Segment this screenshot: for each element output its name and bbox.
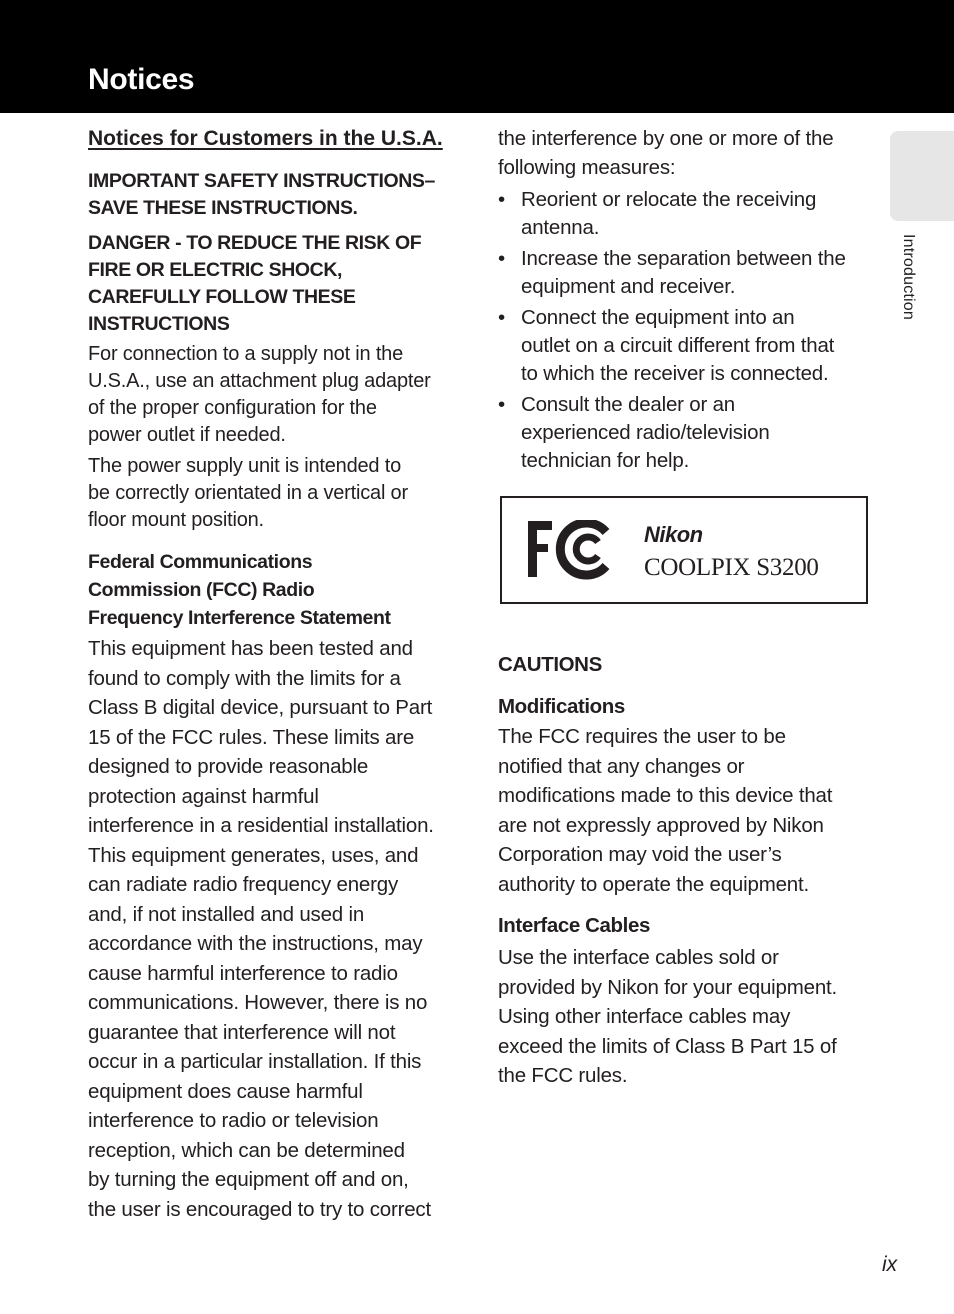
- fcc-heading-line: Frequency Interference Statement: [88, 607, 391, 629]
- para1-line: U.S.A., use an attachment plug adapter: [88, 370, 431, 392]
- model-name: COOLPIX S3200: [644, 554, 819, 581]
- fcc-body-line: cause harmful interference to radio: [88, 961, 398, 985]
- section-tab: [890, 131, 954, 221]
- fcc-body-line: can radiate radio frequency energy: [88, 873, 399, 896]
- cautions-section: [498, 650, 868, 1091]
- bullet-icon: •: [498, 393, 505, 416]
- fcc-body-line: equipment does cause harmful: [88, 1079, 363, 1103]
- fcc-body-line: interference in a residential installation.: [88, 814, 434, 837]
- page-title: Notices: [88, 63, 195, 96]
- modifications-line: authority to operate the equipment.: [498, 872, 809, 896]
- continued-line: the interference by one or more of the: [498, 127, 834, 150]
- para1-line: For connection to a supply not in the: [88, 343, 404, 365]
- list-item-line: Reorient or relocate the receiving: [521, 188, 817, 211]
- fcc-body-line: and, if not installed and used in: [88, 902, 365, 926]
- list-item: [498, 391, 868, 475]
- cautions-heading: CAUTIONS: [498, 653, 602, 676]
- fcc-body-line: This equipment generates, uses, and: [88, 843, 419, 867]
- cables-line: provided by Nikon for your equipment.: [498, 975, 838, 999]
- fcc-body-line: reception, which can be determined: [88, 1138, 405, 1162]
- modifications-line: notified that any changes or: [498, 754, 745, 778]
- list-item: [498, 245, 868, 301]
- fcc-body-line: Class B digital device, pursuant to Part: [88, 696, 433, 719]
- list-item: [498, 304, 868, 388]
- safety-instructions-2: SAVE THESE INSTRUCTIONS.: [88, 197, 358, 219]
- list-item-line: technician for help.: [521, 449, 690, 472]
- cables-line: Use the interface cables sold or: [498, 946, 779, 969]
- modifications-line: The FCC requires the user to be: [498, 725, 786, 748]
- list-item-line: outlet on a circuit different from that: [521, 334, 835, 357]
- bullet-icon: •: [498, 306, 505, 329]
- section-label: [893, 234, 923, 354]
- cables-line: exceed the limits of Class B Part 15 of: [498, 1034, 837, 1058]
- para1-line: of the proper configuration for the: [88, 397, 377, 419]
- list-item-line: antenna.: [521, 216, 600, 239]
- list-item: [498, 186, 868, 242]
- danger-line: INSTRUCTIONS: [88, 313, 230, 335]
- list-item-line: Increase the separation between the: [521, 247, 846, 270]
- para2-line: floor mount position.: [88, 509, 264, 531]
- danger-line: DANGER - TO REDUCE THE RISK OF: [88, 232, 422, 254]
- list-item-line: Connect the equipment into an: [521, 306, 795, 329]
- danger-line: CAREFULLY FOLLOW THESE: [88, 286, 356, 308]
- modifications-line: modifications made to this device that: [498, 784, 833, 807]
- list-item-line: to which the receiver is connected.: [521, 362, 829, 385]
- fcc-body-line: by turning the equipment off and on,: [88, 1168, 409, 1191]
- section-label-text: Introduction: [900, 234, 917, 321]
- fcc-body-line: protection against harmful: [88, 784, 319, 808]
- danger-line: FIRE OR ELECTRIC SHOCK,: [88, 259, 343, 281]
- page-header: [0, 0, 954, 113]
- bullet-icon: •: [498, 247, 505, 270]
- section-heading-usa-text: Notices for Customers in the U.S.A.: [88, 127, 443, 150]
- list-item-line: Consult the dealer or an: [521, 393, 736, 416]
- brand-name: Nikon: [644, 522, 703, 547]
- right-column: [498, 124, 868, 475]
- fcc-body-line: found to comply with the limits for a: [88, 666, 401, 690]
- section-heading-usa: [88, 124, 458, 154]
- para2-line: be correctly orientated in a vertical or: [88, 482, 408, 504]
- interface-cables-heading: Interface Cables: [498, 914, 650, 937]
- para1-line: power outlet if needed.: [88, 424, 286, 446]
- fcc-body-line: occur in a particular installation. If this: [88, 1050, 422, 1073]
- fcc-body-line: interference to radio or television: [88, 1109, 379, 1132]
- measures-list: [498, 186, 868, 475]
- modifications-heading: Modifications: [498, 695, 625, 718]
- fcc-body-line: the user is encouraged to try to correct: [88, 1197, 431, 1221]
- list-item-line: experienced radio/television: [521, 421, 770, 444]
- list-item-line: equipment and receiver.: [521, 275, 736, 298]
- safety-instructions-1: IMPORTANT SAFETY INSTRUCTIONS–: [88, 170, 435, 192]
- para2-line: The power supply unit is intended to: [88, 455, 401, 477]
- fcc-label-box: [500, 496, 868, 604]
- bullet-icon: •: [498, 188, 505, 211]
- modifications-line: Corporation may void the user’s: [498, 843, 782, 866]
- page-number: ix: [882, 1253, 898, 1276]
- fcc-heading-line: Commission (FCC) Radio: [88, 579, 315, 601]
- fcc-body-line: guarantee that interference will not: [88, 1020, 396, 1044]
- fcc-body-line: accordance with the instructions, may: [88, 932, 423, 955]
- cables-line: Using other interface cables may: [498, 1005, 791, 1028]
- cables-line: the FCC rules.: [498, 1064, 628, 1087]
- fcc-heading-line: Federal Communications: [88, 551, 313, 573]
- fcc-body-line: designed to provide reasonable: [88, 755, 369, 778]
- continued-line: following measures:: [498, 156, 676, 179]
- modifications-line: are not expressly approved by Nikon: [498, 813, 824, 837]
- fcc-logo-icon: [528, 520, 610, 580]
- left-column: [88, 124, 458, 1224]
- fcc-body-line: communications. However, there is no: [88, 991, 428, 1014]
- fcc-body-line: 15 of the FCC rules. These limits are: [88, 725, 415, 749]
- fcc-body-line: This equipment has been tested and: [88, 637, 413, 660]
